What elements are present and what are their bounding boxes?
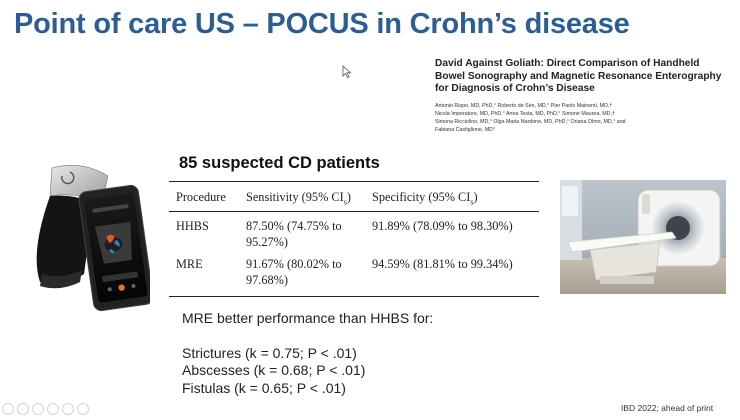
column-header-procedure: Procedure (176, 190, 226, 204)
zoom-button[interactable] (62, 403, 74, 415)
table-header-rule (169, 211, 539, 212)
close-paren: ) (346, 190, 351, 204)
ci-subscript: s (470, 197, 474, 207)
author-line: Nicola Imperatore, MD, PhD,° Anna Testa, MD, PhD,° Simone Maurea, MD,† (435, 110, 615, 117)
paper-title-line: Bowel Sonography and Magnetic Resonance Enterography (435, 70, 722, 82)
table-row-sensitivity: 87.50% (74.75% to 95.27%) (246, 219, 342, 249)
findings-lead: MRE better performance than HHBS for: (182, 310, 434, 326)
paper-title-line: for Diagnosis of Crohn’s Disease (435, 83, 595, 94)
mri-scanner-icon (560, 180, 726, 294)
specificity-label: Specificity (95% CI (372, 190, 471, 204)
author-line: Antonio Rispo, MD, PhD,° Roberto de Sire, MD,° Pier Paolo Mainenti, MD,† (435, 102, 613, 109)
pen-tool-button[interactable] (32, 403, 44, 415)
author-line: Fabiana Castiglione, MD° (435, 127, 496, 134)
slides-grid-button[interactable] (47, 403, 59, 415)
column-header-specificity (372, 189, 542, 210)
table-row-specificity: 91.89% (78.09% to 98.30%) (372, 219, 513, 233)
table-heading: 85 suspected CD patients (179, 154, 380, 172)
table-bottom-rule (169, 296, 539, 297)
sensitivity-label: Sensitivity (95% CI (246, 190, 344, 204)
column-header-sensitivity (246, 189, 364, 210)
author-line: Simona Ricciolino, MD,° Olga Maria Nardone, MD, PhD,° Oriana Olmo, MD,° and (435, 118, 626, 125)
finding-item: Fistulas (k = 0.65; P < .01) (182, 379, 346, 396)
next-slide-button[interactable] (17, 403, 29, 415)
table-row-sensitivity: 91.67% (80.02% to 97.68%) (246, 257, 342, 287)
ci-subscript: s (343, 197, 347, 207)
findings (182, 310, 433, 397)
close-paren: ) (473, 190, 478, 204)
previous-slide-button[interactable] (2, 403, 14, 415)
paper-title-line: David Against Goliath: Direct Comparison of Handheld (435, 58, 700, 69)
slide-controls (2, 402, 92, 416)
finding-item: Abscesses (k = 0.68; P < .01) (182, 362, 366, 378)
slide-title: Point of care US – POCUS in Crohn’s disease (14, 8, 630, 40)
more-options-button[interactable] (77, 403, 89, 415)
paper-title (435, 58, 735, 96)
mouse-cursor-icon (342, 65, 352, 78)
table-top-rule (169, 181, 539, 182)
finding-item: Strictures (k = 0.75; P < .01) (182, 344, 357, 361)
table-row-procedure: HHBS (176, 219, 209, 233)
table-row-specificity: 94.59% (81.81% to 99.34%) (372, 257, 513, 271)
table-row-procedure: MRE (176, 257, 203, 271)
handheld-ultrasound-device-icon (22, 162, 150, 312)
paper-authors (435, 102, 735, 135)
citation: IBD 2022; ahead of print (621, 403, 714, 413)
paper-reference (435, 58, 735, 134)
